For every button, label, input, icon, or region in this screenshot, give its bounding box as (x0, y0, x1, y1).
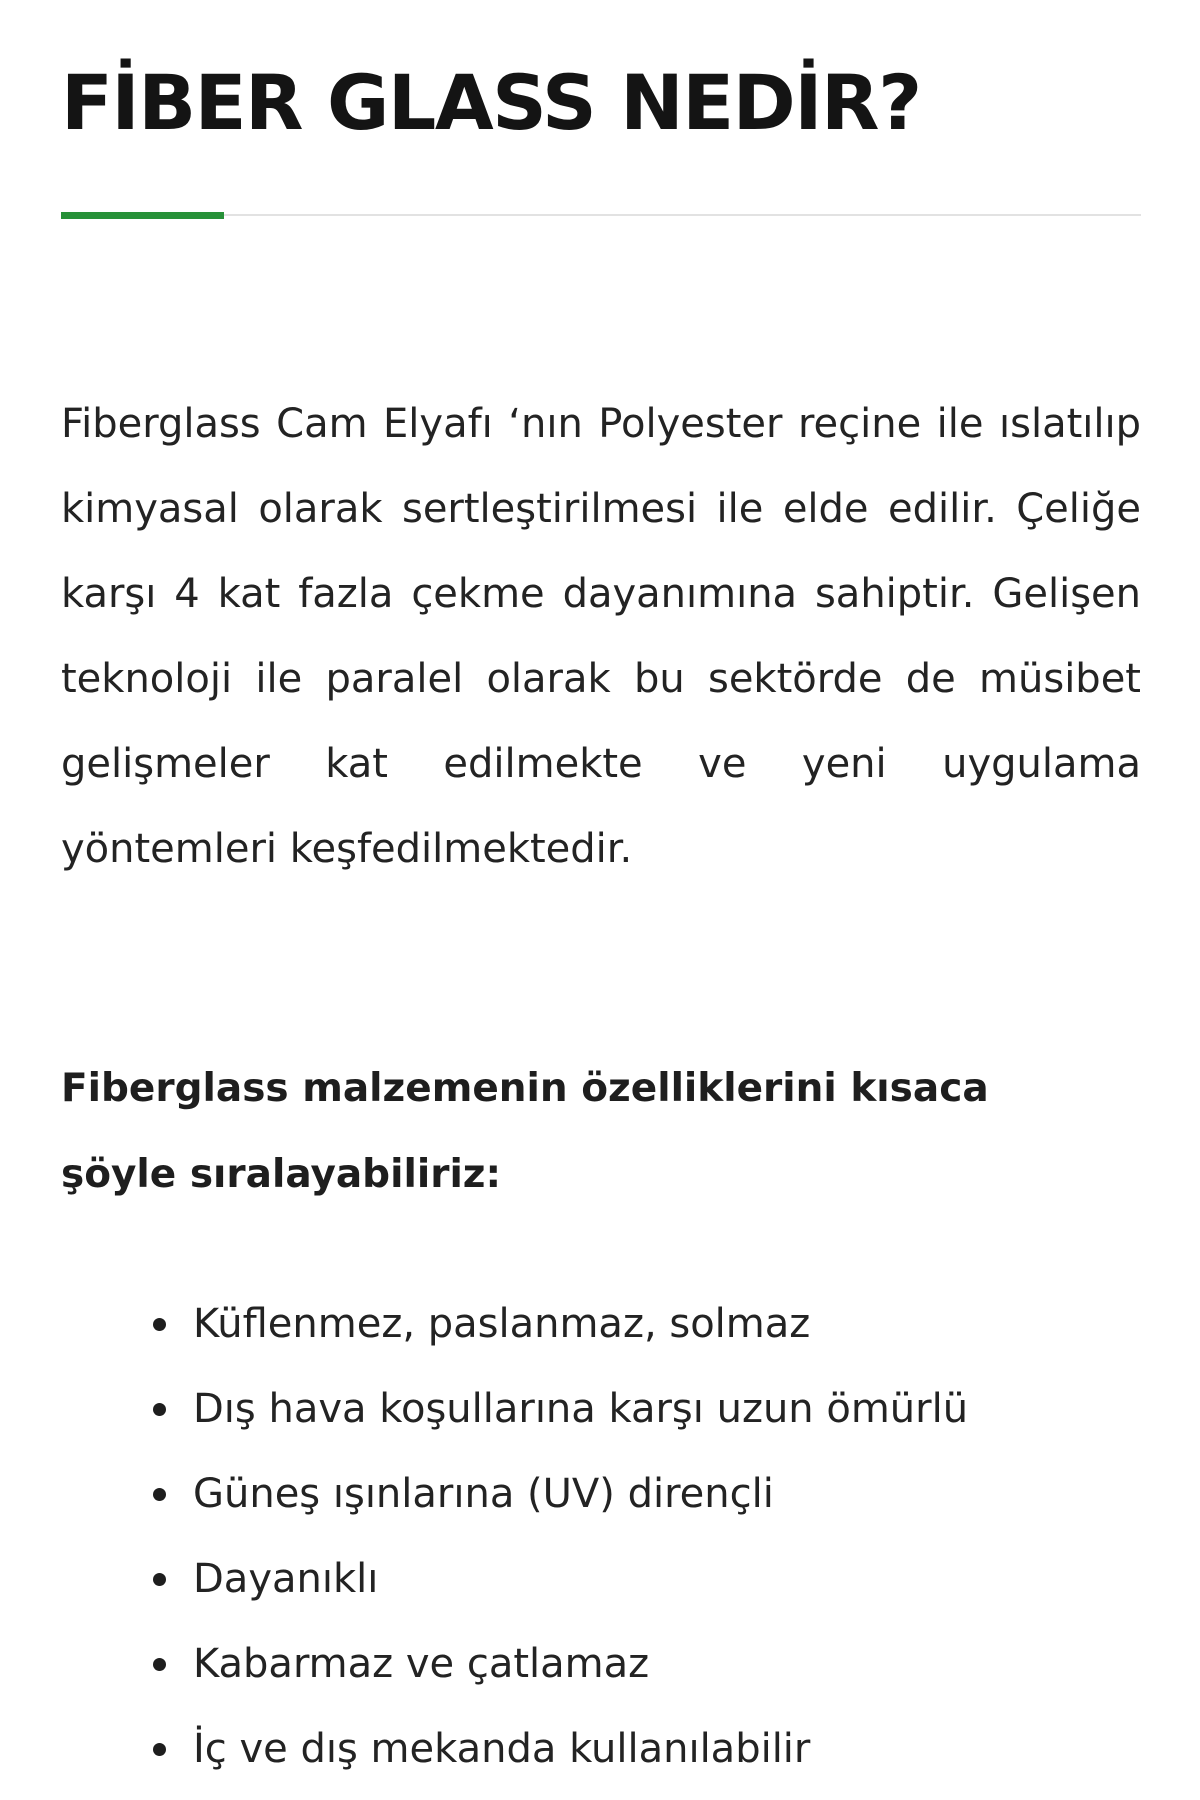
features-heading: Fiberglass malzemenin özelliklerini kısaca şöyle sıralayabiliriz: (61, 1066, 989, 1197)
page-title: FİBER GLASS NEDİR? (61, 58, 921, 147)
list-item-label: Güneş ışınlarına (UV) dirençli (193, 1471, 774, 1517)
intro-paragraph: Fiberglass Cam Elyafı ‘nın Polyester reçine ile ıslatılıp kimyasal olarak sertleştirilmesi ile elde edilir. Çeliğe karşı 4 kat fazla çekme dayanımına sahiptir. Gelişen teknoloji ile paralel olarak bu sektörde de müsibet gelişmeler kat edilmekte ve yeni uygulama yöntemleri keşfedilmektedir. (61, 401, 1141, 872)
list-item (61, 1707, 968, 1792)
list-item (61, 1537, 968, 1622)
bullet-icon (153, 1573, 166, 1586)
list-item-label: Küflenmez, paslanmaz, solmaz (193, 1301, 811, 1347)
bullet-icon (153, 1658, 166, 1671)
features-list (61, 1282, 968, 1792)
list-item (61, 1282, 968, 1367)
list-item-label: Dayanıklı (193, 1556, 379, 1602)
list-item-label: İç ve dış mekanda kullanılabilir (193, 1726, 811, 1772)
bullet-icon (153, 1488, 166, 1501)
bullet-icon (153, 1743, 166, 1756)
list-item (61, 1452, 968, 1537)
bullet-icon (153, 1318, 166, 1331)
list-item (61, 1622, 968, 1707)
list-item-label: Kabarmaz ve çatlamaz (193, 1641, 650, 1687)
list-item-label: Dış hava koşullarına karşı uzun ömürlü (193, 1386, 969, 1432)
title-accent-bar (61, 212, 224, 219)
bullet-icon (153, 1403, 166, 1416)
list-item (61, 1367, 968, 1452)
